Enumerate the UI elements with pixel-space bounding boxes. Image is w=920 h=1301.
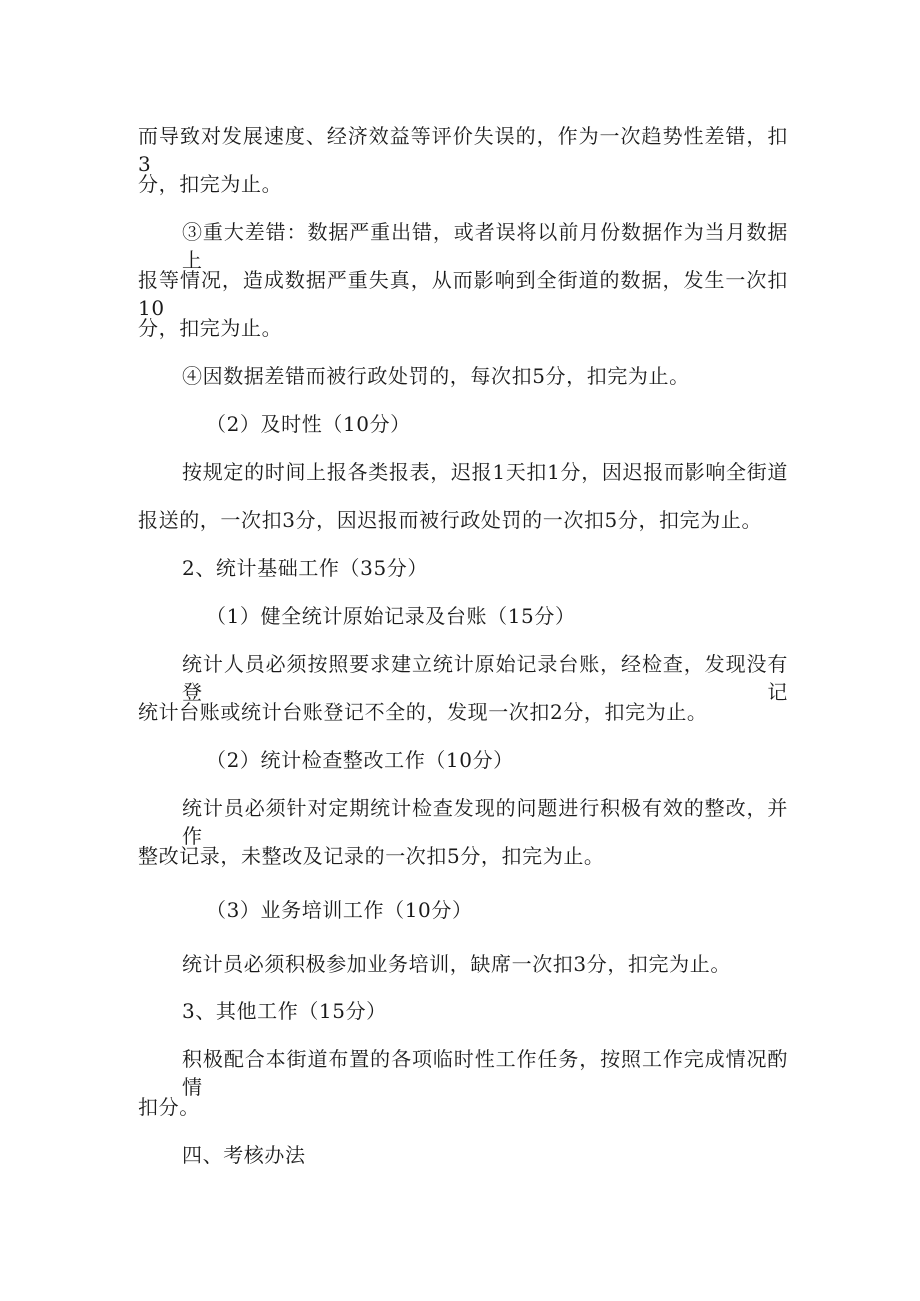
subheading-inspection: （2）统计检查整改工作（10分） — [206, 748, 514, 772]
text-line-5: 分，扣完为止。 — [138, 316, 283, 340]
text-line-13: 统计台账或统计台账登记不全的，发现一次扣2分，扣完为止。 — [138, 700, 708, 724]
subheading-training: （3）业务培训工作（10分） — [206, 898, 473, 922]
text-line-18: 统计员必须积极参加业务培训，缺席一次扣3分，扣完为止。 — [182, 952, 731, 976]
text-line-9: 报送的，一次扣3分，因迟报而被行政处罚的一次扣5分，扣完为止。 — [138, 508, 763, 532]
subheading-records: （1）健全统计原始记录及台账（15分） — [206, 604, 576, 628]
text-line-15: 统计员必须针对定期统计检查发现的问题进行积极有效的整改，并作 — [182, 796, 788, 848]
text-line-21: 扣分。 — [138, 1095, 200, 1119]
subheading-timeliness: （2）及时性（10分） — [206, 412, 411, 436]
text-line-20: 积极配合本街道布置的各项临时性工作任务，按照工作完成情况酌情 — [182, 1047, 788, 1099]
heading-other-work: 3、其他工作（15分） — [182, 999, 387, 1023]
text-line-2: 分，扣完为止。 — [138, 172, 283, 196]
text-line-6: ④因数据差错而被行政处罚的，每次扣5分，扣完为止。 — [182, 364, 690, 388]
text-line-3: ③重大差错：数据严重出错，或者误将以前月份数据作为当月数据上 — [182, 220, 788, 272]
heading-basic-work: 2、统计基础工作（35分） — [182, 556, 428, 580]
text-line-12: 统计人员必须按照要求建立统计原始记录台账，经检查，发现没有登记 — [182, 652, 788, 704]
text-line-1: 而导致对发展速度、经济效益等评价失误的，作为一次趋势性差错，扣3 — [138, 124, 788, 176]
heading-assessment-method: 四、考核办法 — [182, 1143, 306, 1167]
text-line-4: 报等情况，造成数据严重失真，从而影响到全街道的数据，发生一次扣10 — [138, 268, 788, 320]
text-line-16: 整改记录，未整改及记录的一次扣5分，扣完为止。 — [138, 844, 605, 868]
text-line-8: 按规定的时间上报各类报表，迟报1天扣1分，因迟报而影响全街道 — [182, 460, 788, 484]
